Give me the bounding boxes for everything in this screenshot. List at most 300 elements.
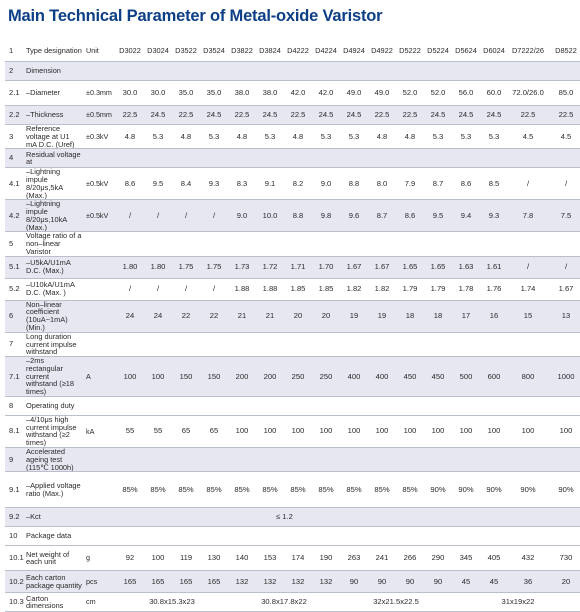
value-cell: 72.0/26.0	[508, 81, 548, 106]
row-parameter-name: Accelerated ageing test (115℃ 1000h)	[24, 447, 84, 471]
value-cell: 1.79	[396, 278, 424, 300]
table-row	[5, 232, 580, 256]
row-unit: ±0.3mm	[84, 81, 116, 106]
header-model: D7222/26	[508, 40, 548, 62]
value-cell: 20	[284, 300, 312, 332]
row-unit: ±0.5kV	[84, 168, 116, 200]
value-cell: 4.8	[396, 125, 424, 149]
value-cell: /	[144, 200, 172, 232]
value-cell: 85%	[144, 472, 172, 508]
value-cell: 1000	[548, 357, 580, 397]
row-number: 7.1	[5, 357, 24, 397]
value-cell: 8.7	[368, 200, 396, 232]
value-cell: 55	[144, 415, 172, 447]
value-cell: 24.5	[200, 106, 228, 125]
row-number: 6	[5, 300, 24, 332]
value-cell: 85%	[284, 472, 312, 508]
row-number: 9	[5, 447, 24, 471]
value-cell: 4.5	[548, 125, 580, 149]
value-cell: 90%	[424, 472, 452, 508]
value-cell: 8.2	[284, 168, 312, 200]
header-model: D4924	[340, 40, 368, 62]
header-model: D3522	[172, 40, 200, 62]
value-cell: 1.65	[424, 256, 452, 278]
table-row	[5, 527, 580, 546]
header-model: D3824	[256, 40, 284, 62]
row-number: 3	[5, 125, 24, 149]
value-cell: 8.3	[228, 168, 256, 200]
value-cell: 24	[116, 300, 144, 332]
value-cell: 4.8	[116, 125, 144, 149]
value-cell: 190	[312, 546, 340, 571]
row-number: 4.1	[5, 168, 24, 200]
table-row	[5, 200, 580, 232]
table-row	[5, 125, 580, 149]
row-parameter-name: Net weight of each unit	[24, 546, 84, 571]
value-cell: 100	[144, 357, 172, 397]
value-cell: 24.5	[340, 106, 368, 125]
table-row	[5, 62, 580, 81]
table-row	[5, 472, 580, 508]
table-row	[5, 256, 580, 278]
table-row	[5, 447, 580, 471]
section-filler	[116, 232, 580, 256]
row-number: 2.1	[5, 81, 24, 106]
value-cell: 140	[228, 546, 256, 571]
value-cell: 165	[172, 571, 200, 593]
row-unit	[84, 256, 116, 278]
value-cell: 500	[452, 357, 480, 397]
value-cell: 119	[172, 546, 200, 571]
value-cell: 9.4	[452, 200, 480, 232]
value-cell: 1.76	[480, 278, 508, 300]
value-cell: 8.0	[368, 168, 396, 200]
value-cell: 200	[256, 357, 284, 397]
row-unit: cm	[84, 593, 116, 612]
row-number: 5	[5, 232, 24, 256]
value-cell: 35.0	[172, 81, 200, 106]
value-cell: 1.80	[144, 256, 172, 278]
value-cell: 24.5	[452, 106, 480, 125]
value-cell: 45	[452, 571, 480, 593]
row-number: 10	[5, 527, 24, 546]
value-cell: 90%	[452, 472, 480, 508]
header-model: D5624	[452, 40, 480, 62]
header-no: 1	[5, 40, 24, 62]
value-cell: 22.5	[228, 106, 256, 125]
value-cell: 20	[548, 571, 580, 593]
row-number: 10.2	[5, 571, 24, 593]
row-parameter-name: Carton dimensions	[24, 593, 84, 612]
value-cell: 100	[480, 415, 508, 447]
table-row	[5, 300, 580, 332]
value-cell: 22.5	[116, 106, 144, 125]
value-cell: 24	[144, 300, 172, 332]
value-cell: 13	[548, 300, 580, 332]
value-cell: 5.3	[144, 125, 172, 149]
value-cell: 30.0	[116, 81, 144, 106]
value-cell: 400	[340, 357, 368, 397]
kct-value: ≤ 1.2	[116, 508, 580, 527]
header-unit: Unit	[84, 40, 116, 62]
value-cell: 200	[228, 357, 256, 397]
value-cell: 38.0	[228, 81, 256, 106]
value-cell: 55	[116, 415, 144, 447]
value-cell: 132	[312, 571, 340, 593]
value-cell: 24.5	[256, 106, 284, 125]
section-filler	[116, 149, 580, 168]
value-cell: 450	[396, 357, 424, 397]
value-cell: 100	[396, 415, 424, 447]
value-cell: 16	[480, 300, 508, 332]
value-cell: 1.72	[256, 256, 284, 278]
value-cell: 100	[256, 415, 284, 447]
value-cell: 8.4	[172, 168, 200, 200]
row-number: 5.2	[5, 278, 24, 300]
row-unit	[84, 508, 116, 527]
value-cell: 730	[548, 546, 580, 571]
value-cell: 38.0	[256, 81, 284, 106]
value-cell: 85%	[396, 472, 424, 508]
value-cell: 165	[144, 571, 172, 593]
value-cell: 241	[368, 546, 396, 571]
table-row	[5, 357, 580, 397]
value-cell: 90	[396, 571, 424, 593]
value-cell: 56.0	[452, 81, 480, 106]
value-cell: 22.5	[368, 106, 396, 125]
value-cell: /	[116, 278, 144, 300]
row-parameter-name: Operating duty	[24, 396, 84, 415]
row-number: 8	[5, 396, 24, 415]
value-cell: 22	[200, 300, 228, 332]
value-cell: 1.85	[284, 278, 312, 300]
row-parameter-name: –Kct	[24, 508, 84, 527]
value-cell: /	[144, 278, 172, 300]
value-cell: 15	[508, 300, 548, 332]
value-cell: 9.3	[200, 168, 228, 200]
table-row	[5, 508, 580, 527]
row-number: 10.3	[5, 593, 24, 612]
row-parameter-name: Voltage ratio of a non–linear Varistor	[24, 232, 84, 256]
header-model: D3524	[200, 40, 228, 62]
row-number: 10.1	[5, 546, 24, 571]
row-parameter-name: Residual voltage at	[24, 149, 84, 168]
value-cell: 1.67	[548, 278, 580, 300]
value-cell: 19	[340, 300, 368, 332]
value-cell: 24.5	[144, 106, 172, 125]
row-unit: ±0.5mm	[84, 106, 116, 125]
value-cell: 90%	[480, 472, 508, 508]
value-cell: 90	[340, 571, 368, 593]
value-cell: 400	[368, 357, 396, 397]
value-cell: 35.0	[200, 81, 228, 106]
value-cell: 1.70	[312, 256, 340, 278]
table-row	[5, 415, 580, 447]
value-cell: 21	[228, 300, 256, 332]
value-cell: 22.5	[396, 106, 424, 125]
value-cell: 24.5	[312, 106, 340, 125]
value-cell: 22.5	[172, 106, 200, 125]
row-unit	[84, 396, 116, 415]
row-number: 8.1	[5, 415, 24, 447]
table-row	[5, 571, 580, 593]
table-row	[5, 332, 580, 356]
value-cell: 9.0	[228, 200, 256, 232]
value-cell: 1.67	[368, 256, 396, 278]
row-unit	[84, 232, 116, 256]
value-cell: 132	[228, 571, 256, 593]
value-cell: 9.0	[312, 168, 340, 200]
value-cell: 5.3	[340, 125, 368, 149]
value-cell: 5.3	[312, 125, 340, 149]
value-cell: 8.8	[284, 200, 312, 232]
table-row	[5, 81, 580, 106]
value-cell: 800	[508, 357, 548, 397]
value-cell: 22.5	[548, 106, 580, 125]
table-row	[5, 168, 580, 200]
row-number: 7	[5, 332, 24, 356]
value-cell: /	[548, 168, 580, 200]
value-cell: 266	[396, 546, 424, 571]
row-unit: pcs	[84, 571, 116, 593]
row-unit: A	[84, 357, 116, 397]
value-cell: 100	[116, 357, 144, 397]
value-cell: 60.0	[480, 81, 508, 106]
value-cell: /	[508, 256, 548, 278]
table-row	[5, 396, 580, 415]
value-cell: 90	[424, 571, 452, 593]
value-cell: 290	[424, 546, 452, 571]
value-cell: 100	[424, 415, 452, 447]
header-model: D6024	[480, 40, 508, 62]
value-cell: 1.82	[368, 278, 396, 300]
value-cell: 85%	[340, 472, 368, 508]
carton-dimension-group: 32x21.5x22.5	[340, 593, 452, 612]
row-parameter-name: Package data	[24, 527, 84, 546]
value-cell: /	[172, 278, 200, 300]
value-cell: 1.88	[256, 278, 284, 300]
value-cell: 7.5	[548, 200, 580, 232]
value-cell: 52.0	[396, 81, 424, 106]
row-parameter-name: –Lightning impule 8/20μs,10kA (Max.)	[24, 200, 84, 232]
value-cell: 1.71	[284, 256, 312, 278]
value-cell: 450	[424, 357, 452, 397]
row-number: 9.1	[5, 472, 24, 508]
value-cell: /	[116, 200, 144, 232]
value-cell: 100	[228, 415, 256, 447]
value-cell: 8.7	[424, 168, 452, 200]
value-cell: 100	[548, 415, 580, 447]
header-name: Type designation	[24, 40, 84, 62]
value-cell: 85%	[200, 472, 228, 508]
value-cell: 18	[424, 300, 452, 332]
value-cell: 100	[368, 415, 396, 447]
value-cell: 1.85	[312, 278, 340, 300]
row-number: 5.1	[5, 256, 24, 278]
parameter-table	[5, 40, 580, 612]
value-cell: /	[548, 256, 580, 278]
header-model: D5224	[424, 40, 452, 62]
value-cell: 8.6	[452, 168, 480, 200]
row-unit: g	[84, 546, 116, 571]
row-unit	[84, 278, 116, 300]
row-parameter-name: –Applied voltage ratio (Max.)	[24, 472, 84, 508]
row-parameter-name: Each carton package quantity	[24, 571, 84, 593]
value-cell: 5.3	[480, 125, 508, 149]
table-row	[5, 278, 580, 300]
section-filler	[116, 527, 580, 546]
value-cell: 85.0	[548, 81, 580, 106]
carton-dimension-group: 30.8x15.3x23	[116, 593, 228, 612]
value-cell: 250	[312, 357, 340, 397]
value-cell: 1.75	[200, 256, 228, 278]
row-number: 2.2	[5, 106, 24, 125]
value-cell: 1.67	[340, 256, 368, 278]
row-parameter-name: –U10kA/U1mA D.C. (Max. )	[24, 278, 84, 300]
value-cell: 8.8	[340, 168, 368, 200]
value-cell: 21	[256, 300, 284, 332]
header-model: D5222	[396, 40, 424, 62]
row-parameter-name: –4/10μs high current impulse withstand (≥2 times)	[24, 415, 84, 447]
value-cell: 1.74	[508, 278, 548, 300]
value-cell: 9.6	[340, 200, 368, 232]
parameter-table-body	[5, 40, 580, 612]
row-unit	[84, 472, 116, 508]
value-cell: 65	[200, 415, 228, 447]
row-unit	[84, 527, 116, 546]
value-cell: 52.0	[424, 81, 452, 106]
value-cell: 8.6	[116, 168, 144, 200]
value-cell: 36	[508, 571, 548, 593]
value-cell: 85%	[228, 472, 256, 508]
table-row	[5, 546, 580, 571]
value-cell: 4.8	[368, 125, 396, 149]
value-cell: 85%	[172, 472, 200, 508]
value-cell: 165	[116, 571, 144, 593]
value-cell: /	[508, 168, 548, 200]
value-cell: 5.3	[256, 125, 284, 149]
value-cell: 49.0	[368, 81, 396, 106]
value-cell: 432	[508, 546, 548, 571]
value-cell: 4.8	[228, 125, 256, 149]
value-cell: 30.0	[144, 81, 172, 106]
value-cell: 42.0	[284, 81, 312, 106]
value-cell: 24.5	[424, 106, 452, 125]
row-number: 4.2	[5, 200, 24, 232]
value-cell: 345	[452, 546, 480, 571]
carton-dimension-group: 30.8x17.8x22	[228, 593, 340, 612]
value-cell: 100	[144, 546, 172, 571]
table-row	[5, 593, 580, 612]
row-unit: kA	[84, 415, 116, 447]
value-cell: 45	[480, 571, 508, 593]
value-cell: 250	[284, 357, 312, 397]
value-cell: 85%	[256, 472, 284, 508]
header-model: D3022	[116, 40, 144, 62]
value-cell: 130	[200, 546, 228, 571]
value-cell: 49.0	[340, 81, 368, 106]
value-cell: 132	[284, 571, 312, 593]
value-cell: 150	[172, 357, 200, 397]
value-cell: 92	[116, 546, 144, 571]
table-header-row	[5, 40, 580, 62]
row-unit	[84, 149, 116, 168]
row-parameter-name: –Lightning impule 8/20μs,5kA (Max.)	[24, 168, 84, 200]
section-filler	[116, 332, 580, 356]
value-cell: 1.79	[424, 278, 452, 300]
value-cell: 8.6	[396, 200, 424, 232]
value-cell: 100	[340, 415, 368, 447]
value-cell: 405	[480, 546, 508, 571]
section-filler	[116, 62, 580, 81]
row-parameter-name: Long duration current impulse withstand	[24, 332, 84, 356]
header-model: D3822	[228, 40, 256, 62]
value-cell: 263	[340, 546, 368, 571]
value-cell: 10.0	[256, 200, 284, 232]
row-unit	[84, 62, 116, 81]
value-cell: 9.8	[312, 200, 340, 232]
value-cell: 100	[284, 415, 312, 447]
value-cell: 22.5	[284, 106, 312, 125]
value-cell: 165	[200, 571, 228, 593]
value-cell: 18	[396, 300, 424, 332]
header-model: D3024	[144, 40, 172, 62]
header-model: D8522	[548, 40, 580, 62]
row-number: 9.2	[5, 508, 24, 527]
section-filler	[116, 396, 580, 415]
value-cell: 90%	[508, 472, 548, 508]
value-cell: 4.8	[284, 125, 312, 149]
value-cell: 1.63	[452, 256, 480, 278]
value-cell: 5.3	[424, 125, 452, 149]
row-unit	[84, 300, 116, 332]
table-row	[5, 149, 580, 168]
value-cell: 1.65	[396, 256, 424, 278]
value-cell: 9.5	[424, 200, 452, 232]
row-parameter-name: Reference voltage at U1 mA D.C. (Uref)	[24, 125, 84, 149]
carton-dimension-group: 31x19x22	[452, 593, 580, 612]
value-cell: 1.80	[116, 256, 144, 278]
row-number: 2	[5, 62, 24, 81]
row-parameter-name: –Thickness	[24, 106, 84, 125]
value-cell: 1.78	[452, 278, 480, 300]
value-cell: 1.61	[480, 256, 508, 278]
value-cell: 100	[508, 415, 548, 447]
value-cell: 1.75	[172, 256, 200, 278]
value-cell: 85%	[116, 472, 144, 508]
page-title: Main Technical Parameter of Metal-oxide Varistor	[8, 6, 383, 25]
value-cell: 174	[284, 546, 312, 571]
value-cell: 8.5	[480, 168, 508, 200]
value-cell: 5.3	[200, 125, 228, 149]
row-parameter-name: –U5kA/U1mA D.C. (Max.)	[24, 256, 84, 278]
value-cell: /	[200, 278, 228, 300]
row-parameter-name: Dimension	[24, 62, 84, 81]
value-cell: 150	[200, 357, 228, 397]
value-cell: 4.8	[172, 125, 200, 149]
value-cell: 9.3	[480, 200, 508, 232]
row-unit: ±0.3kV	[84, 125, 116, 149]
row-unit: ±0.5kV	[84, 200, 116, 232]
value-cell: 100	[312, 415, 340, 447]
row-parameter-name: Non–linear coefficient (10uA~1mA) (Min.)	[24, 300, 84, 332]
value-cell: 1.88	[228, 278, 256, 300]
value-cell: 19	[368, 300, 396, 332]
header-model: D4922	[368, 40, 396, 62]
value-cell: 132	[256, 571, 284, 593]
header-model: D4224	[312, 40, 340, 62]
value-cell: 4.5	[508, 125, 548, 149]
